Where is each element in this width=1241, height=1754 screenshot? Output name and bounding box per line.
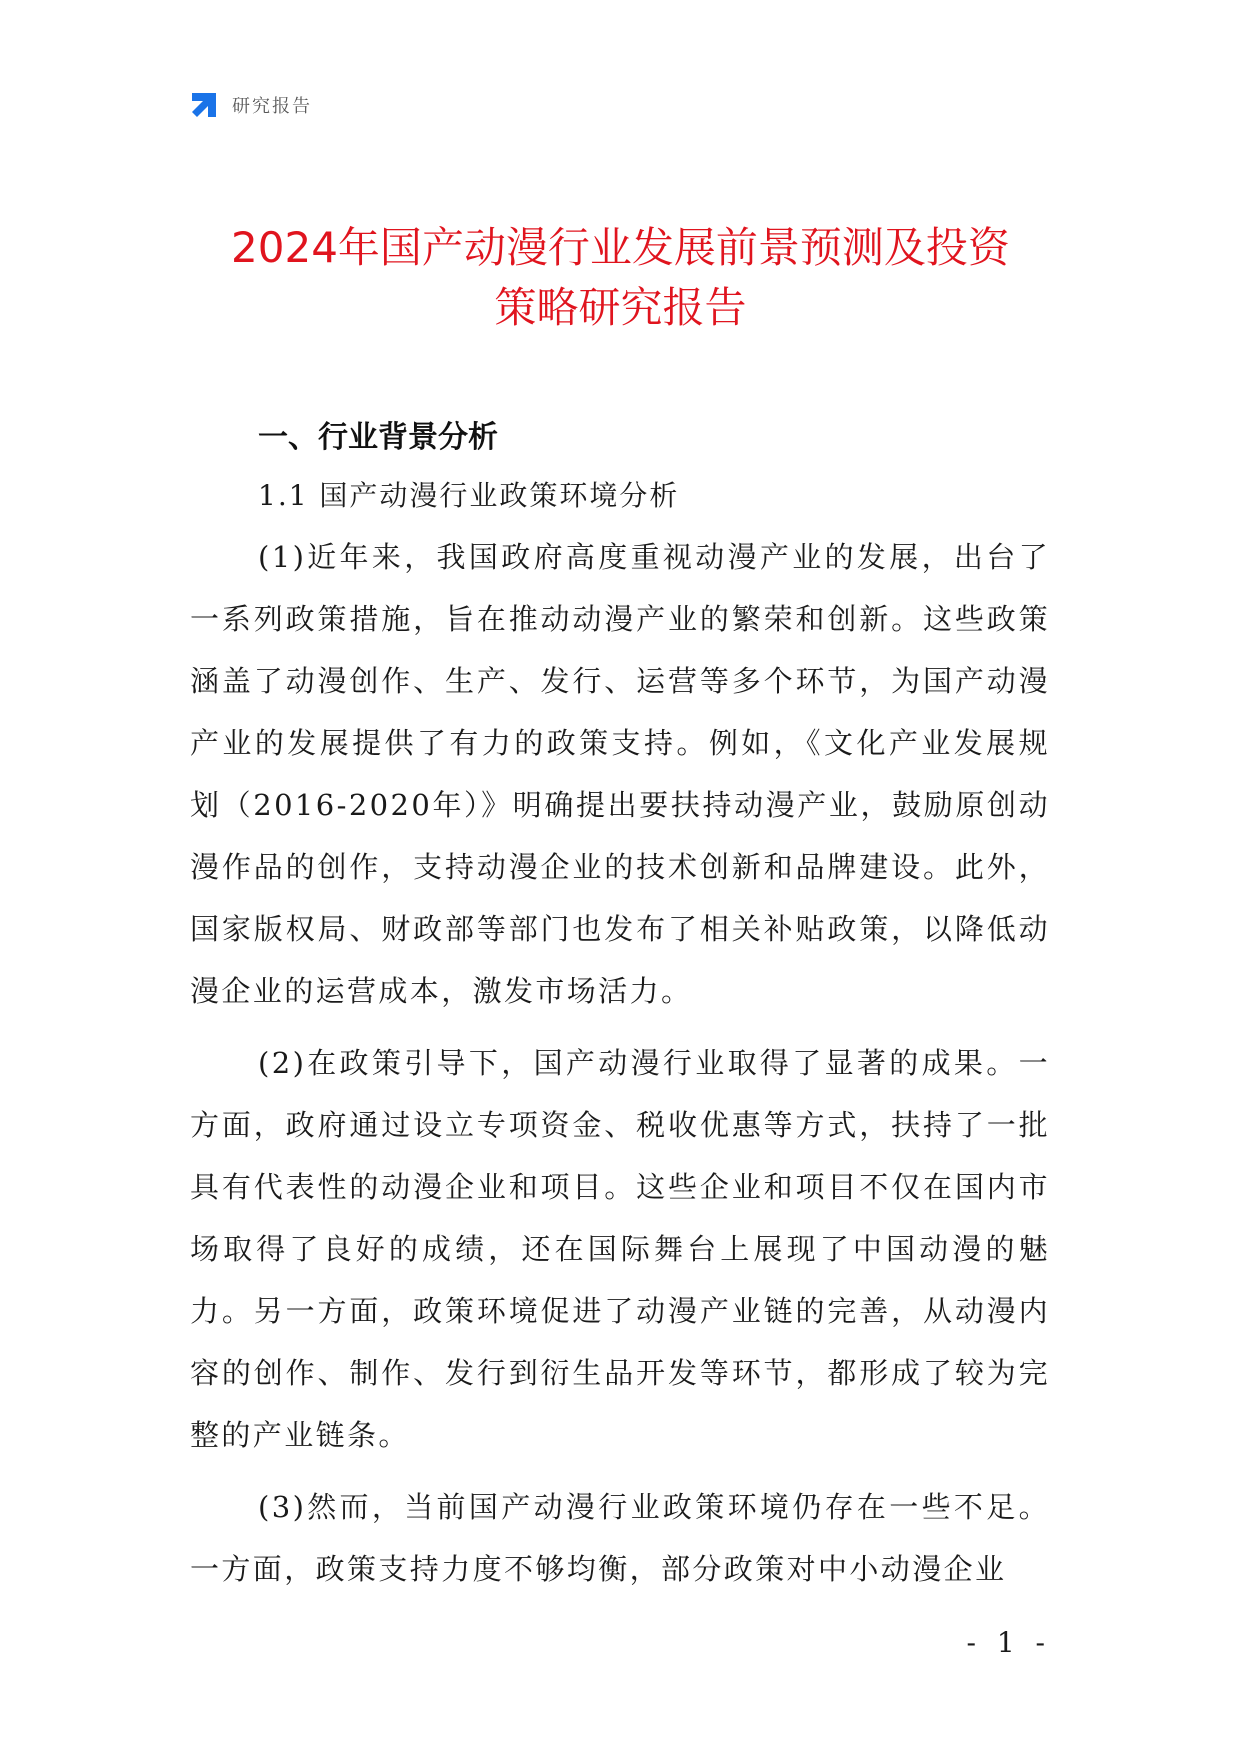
arrow-up-right-icon [188, 89, 220, 121]
paragraph-3: (3)然而，当前国产动漫行业政策环境仍存在一些不足。一方面，政策支持力度不够均衡，部分政策对中小动漫企业 [190, 1490, 1050, 1586]
title-line-2: 策略研究报告 [494, 283, 747, 332]
report-header [188, 88, 312, 122]
section-heading: 一、行业背景分析 [258, 420, 498, 455]
header-label: 研究报告 [232, 96, 312, 117]
subsection-heading: 1.1 国产动漫行业政策环境分析 [258, 479, 680, 512]
title-line-1: 2024年国产动漫行业发展前景预测及投资 [231, 223, 1010, 272]
page-number: - 1 - [966, 1626, 1051, 1659]
report-body [190, 418, 1050, 1600]
paragraph-1: (1)近年来，我国政府高度重视动漫产业的发展，出台了一系列政策措施，旨在推动动漫产业的繁荣和创新。这些政策涵盖了动漫创作、生产、发行、运营等多个环节，为国产动漫产业的发展提供了有力的政策支持。例如，《文化产业发展规划（2016-2020年）》明确提出要扶持动漫产业，鼓励原创动漫作品的创作，支持动漫企业的技术创新和品牌建设。此外，国家版权局、财政部等部门也发布了相关补贴政策，以降低动漫企业的运营成本，激发市场活力。 [190, 540, 1050, 1008]
paragraph-2: (2)在政策引导下，国产动漫行业取得了显著的成果。一方面，政府通过设立专项资金、税收优惠等方式，扶持了一批具有代表性的动漫企业和项目。这些企业和项目不仅在国内市场取得了良好的成绩，还在国际舞台上展现了中国动漫的魅力。另一方面，政策环境促进了动漫产业链的完善，从动漫内容的创作、制作、发行到衍生品开发等环节，都形成了较为完整的产业链条。 [190, 1046, 1050, 1452]
report-title [150, 218, 1091, 338]
